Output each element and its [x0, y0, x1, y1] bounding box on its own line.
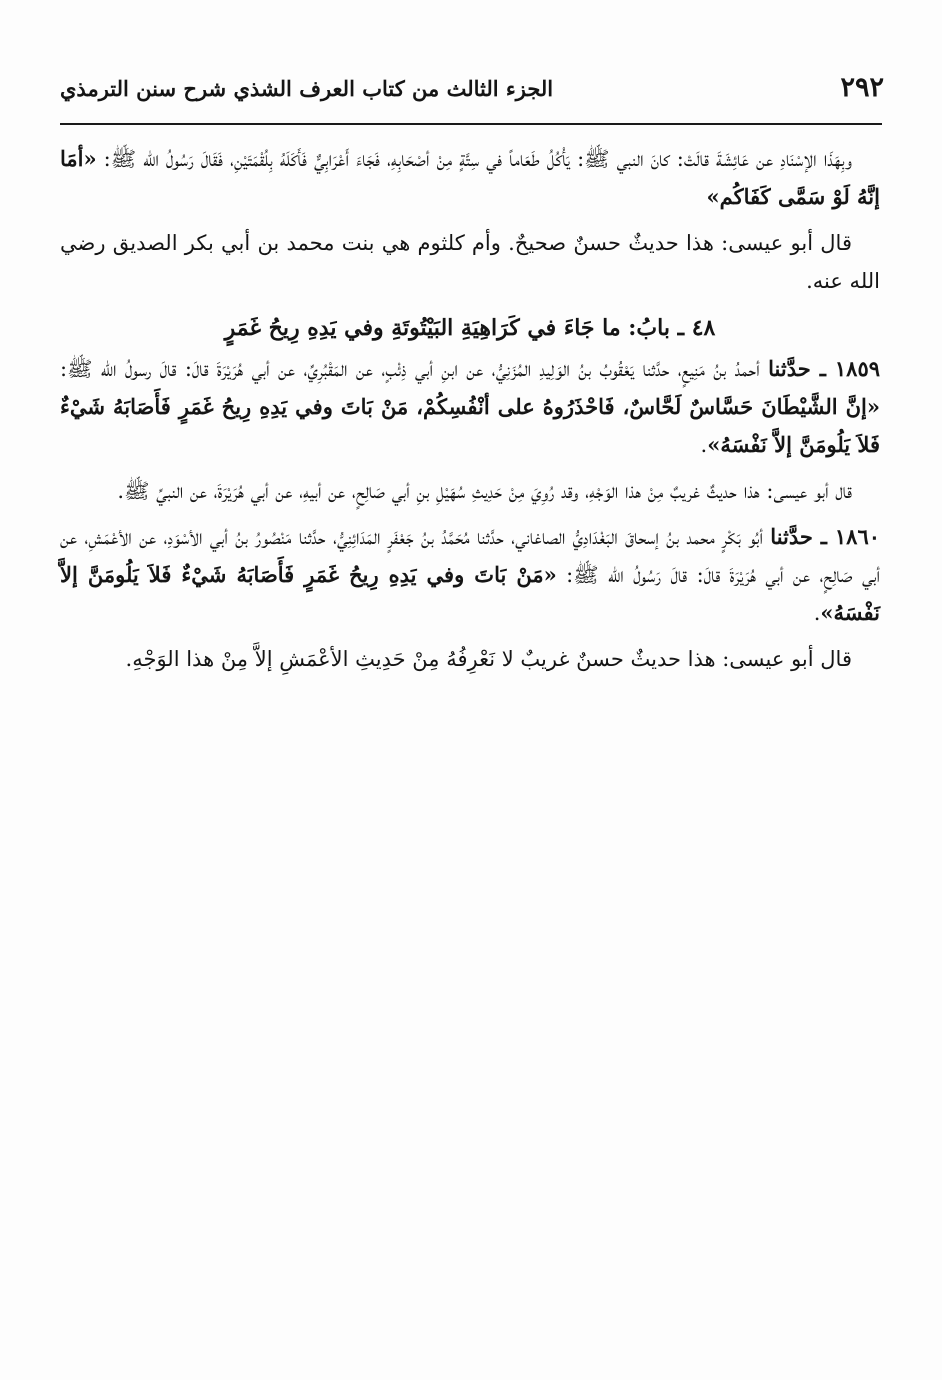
- page-body: [60, 140, 880, 686]
- paragraph-text: وبِهَذَا الإسْنَادِ عن عَائِشَةَ قالَتْ: كانَ النبي ﷺ: يَأْكُلُ طَعَاماً في سِتَّةٍ مِنْ أصْحَابِهِ، فَجَاءَ أَعْرَابِيٌّ فَأَكَلَهُ بِلُقْمَتَيْنِ، فَقَالَ رَسُولُ الله ﷺ:: [96, 147, 852, 171]
- prophetic-saying: «مَنْ بَاتَ وفي يَدِهِ رِيحُ غَمَرٍ فَأَصَابَهُ شَيْءٌ فَلاَ يَلُومَنَّ إلاَّ نَفْسَهُ»: [60, 562, 880, 625]
- prophetic-saying: «أمَا إنَّهُ لَوْ سَمَّى كَفَاكُم»: [60, 146, 880, 209]
- hadith-1860: [60, 518, 880, 632]
- paragraph-end: .: [813, 601, 821, 625]
- page-number: ٢٩٢: [840, 72, 884, 103]
- running-title: الجزء الثالث من كتاب العرف الشذي شرح سنن الترمذي: [60, 76, 554, 101]
- hadith-number: ١٨٥٩ ـ حدَّثنا: [768, 356, 881, 381]
- hadith-1859: [60, 350, 880, 464]
- page-header: [60, 72, 884, 112]
- isnad-text: أحمدُ بنُ مَنِيعٍ، حدَّثنا يَعْقُوبُ بنُ الوَلِيدِ المُزَنِيُّ، عن ابنِ أبي ذِئْبٍ، عن المَقْبُرِيِّ، عن أبي هُرَيْرَةَ قالَ: قالَ رسولُ الله ﷺ:: [60, 357, 769, 381]
- abu-isa-comment-3: [60, 640, 880, 678]
- chapter-heading: ٤٨ ـ بابُ: ما جَاءَ في كَرَاهِيَةِ البَيْتُوتَةِ وفي يَدِهِ رِيحُ غَمَرٍ: [224, 315, 716, 341]
- prophetic-saying: «إنَّ الشَّيْطَانَ حَسَّاسٌ لَحَّاسٌ، فَاحْذَرُوهُ على أنْفُسِكُمْ، مَنْ بَاتَ وفي يَدِهِ رِيحُ غَمَرٍ فَأَصَابَهُ شَيْءٌ فَلاَ يَلُومَنَّ إلاَّ نَفْسَهُ»: [60, 394, 880, 457]
- paragraph-text: قال أبو عيسى: هذا حديثٌ حسنٌ صحيحٌ. وأم كلثوم هي بنت محمد بن أبي بكر الصديق رضي الله عنه.: [60, 231, 880, 293]
- abu-isa-comment-1: [60, 224, 880, 300]
- header-divider: [60, 123, 882, 125]
- abu-isa-comment-2: [60, 472, 880, 510]
- isnad-text: أبُو بَكْرٍ محمد بنُ إسحاقَ البَغْدَادِيُّ الصاغاني، حدَّثنا مُحَمَّدُ بنُ جَعْفَرٍ المَدَائِنِيُّ، حدَّثنا مَنْصُورُ بنُ أبي الأسْوَدِ، عن الأعْمَشِ، عن أبي صَالِحٍ، عن أبي هُرَيْرَةَ قالَ: قالَ رَسُولُ الله ﷺ:: [60, 525, 880, 587]
- paragraph-end: .: [700, 433, 708, 457]
- hadith-number: ١٨٦٠ ـ حدَّثنا: [770, 524, 881, 549]
- hadith-paragraph-aisha: [60, 140, 880, 216]
- paragraph-text: قال أبو عيسى: هذا حديثٌ حسنٌ غريبٌ لا نَعْرِفُهُ مِنْ حَدِيثِ الأعْمَشِ إلاَّ مِنْ هذا الوَجْهِ.: [125, 647, 852, 671]
- paragraph-text: قال أبو عيسى: هذا حديثٌ غريبٌ مِنْ هذا الوَجْهِ، وقد رُوِيَ مِنْ حَدِيثِ سُهَيْلِ بنِ أبي صَالِحٍ، عن أبيهِ، عن أبي هُرَيْرَةَ، عن النبيِّ ﷺ.: [117, 479, 852, 503]
